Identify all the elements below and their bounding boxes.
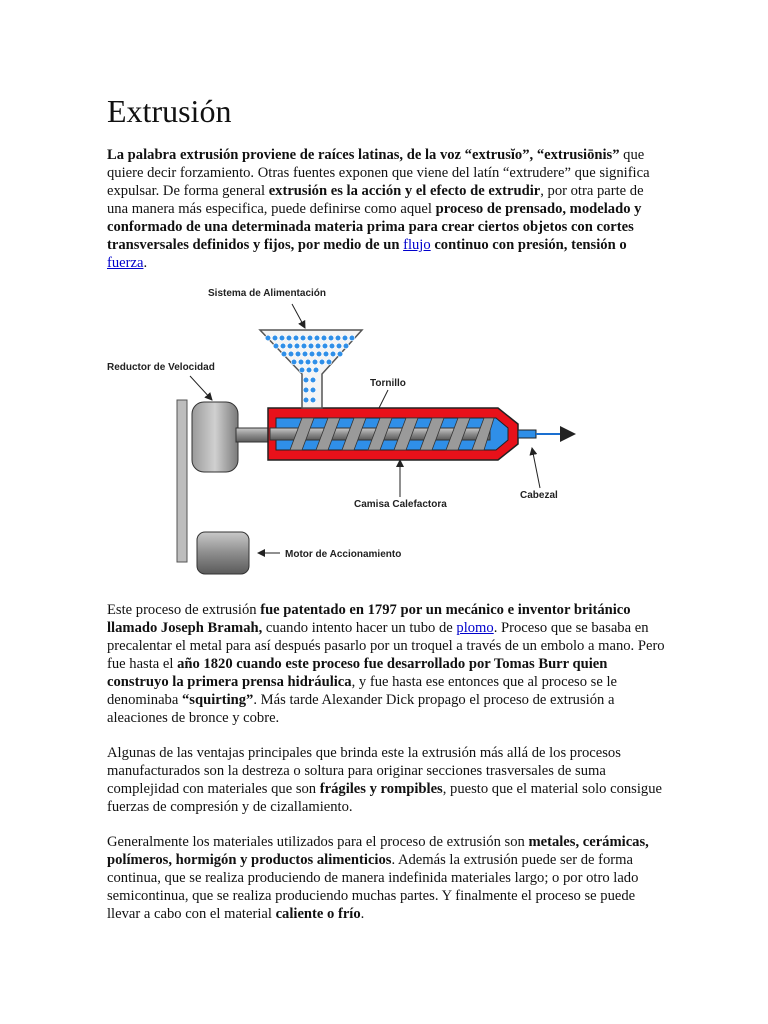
extruder-diagram (100, 280, 600, 580)
materials-bold-2: caliente o frío (275, 906, 361, 922)
pointer-die (532, 448, 540, 488)
intro-paragraph (107, 146, 667, 272)
label-screw: Tornillo (370, 378, 406, 389)
advantages-paragraph (107, 744, 667, 816)
intro-bold-4: continuo con presión, tensión o (430, 237, 627, 253)
fuerza-link[interactable]: fuerza (107, 255, 144, 271)
history-bold-3: “squirting” (181, 692, 254, 708)
label-speed-reducer: Reductor de Velocidad (107, 362, 215, 373)
drive-shaft (236, 428, 270, 442)
intro-text-1: que quiere decir forzamiento. Otras fuentes exponen que viene del latín “extrudere” que significa expulsar. De forma general (107, 147, 650, 199)
intro-bold-2: extrusión es la acción y el efecto de extrudir (268, 183, 541, 199)
pointer-reducer (190, 376, 212, 400)
history-bold-2: año 1820 cuando este proceso fue desarrollado por Tomas Burr quien construyo la primera prensa hidráulica (107, 656, 608, 690)
materials-bold-1: metales, cerámicas, polímeros, hormigón y productos alimenticios (107, 834, 649, 868)
history-paragraph (107, 601, 667, 727)
label-feed-system: Sistema de Alimentación (208, 288, 326, 299)
history-text-2: cuando intento hacer un tubo de (262, 620, 457, 636)
flujo-link[interactable]: flujo (403, 237, 431, 253)
label-drive-motor: Motor de Accionamiento (285, 549, 402, 560)
speed-reducer (192, 402, 238, 472)
materials-paragraph (107, 833, 667, 923)
history-text-3: . Proceso que se basaba en precalentar el metal para así después pasarlo por un troquel a través de un embolo a mano. Pero fue hasta el (107, 620, 665, 672)
materials-text-2: . Además la extrusión puede ser de forma continua, que se realiza produciendo de manera indefinida materiales largo; o por otro lado semicontinua, que se realiza produciendo muchas partes. Y finalmente el proceso se puede llevar a cabo con el material (107, 852, 639, 922)
advantages-text-1: Algunas de las ventajas principales que brinda este la extrusión más allá de los procesos manufacturados son la destreza o soltura para originar secciones trasversales de suma complejidad con materiales que son (107, 745, 621, 797)
intro-text-2: , por otra parte de una manera más especifica, puede definirse como aquel (107, 183, 644, 217)
label-die-head: Cabezal (520, 490, 558, 501)
intro-bold-3: proceso de prensado, modelado y conformado de una determinada materia prima para crear ciertos objetos con cortes transversales definidos y fijos, por medio de un (107, 201, 642, 253)
drive-motor (197, 532, 249, 574)
intro-bold-1: La palabra extrusión proviene de raíces latinas, de la voz “extrusĭo”, “extrusiōnis” (107, 147, 620, 163)
history-text-5: . Más tarde Alexander Dick propago el proceso de extrusión a aleaciones de bronce y cobre. (107, 692, 615, 726)
advantages-text-2: , puesto que el material solo consigue fuerzas de compresión y de cizallamiento. (107, 781, 662, 815)
history-text-4: , y fue hasta ese entonces que al proceso se le denominaba (107, 674, 618, 708)
advantages-bold-1: frágiles y rompibles (319, 781, 443, 797)
die-outlet (518, 430, 536, 438)
page-title: Extrusión (107, 93, 232, 129)
plomo-link[interactable]: plomo (456, 620, 494, 636)
materials-text-3: . (360, 906, 365, 922)
history-text-1: Este proceso de extrusión (107, 602, 261, 618)
drive-belt (177, 400, 187, 562)
history-bold-1: fue patentado en 1797 por un mecánico e inventor británico llamado Joseph Bramah, (107, 602, 631, 636)
label-heating-jacket: Camisa Calefactora (354, 499, 447, 510)
pointer-feed (292, 304, 305, 328)
materials-text-1: Generalmente los materiales utilizados para el proceso de extrusión son (107, 834, 529, 850)
intro-text-3: . (143, 255, 148, 271)
